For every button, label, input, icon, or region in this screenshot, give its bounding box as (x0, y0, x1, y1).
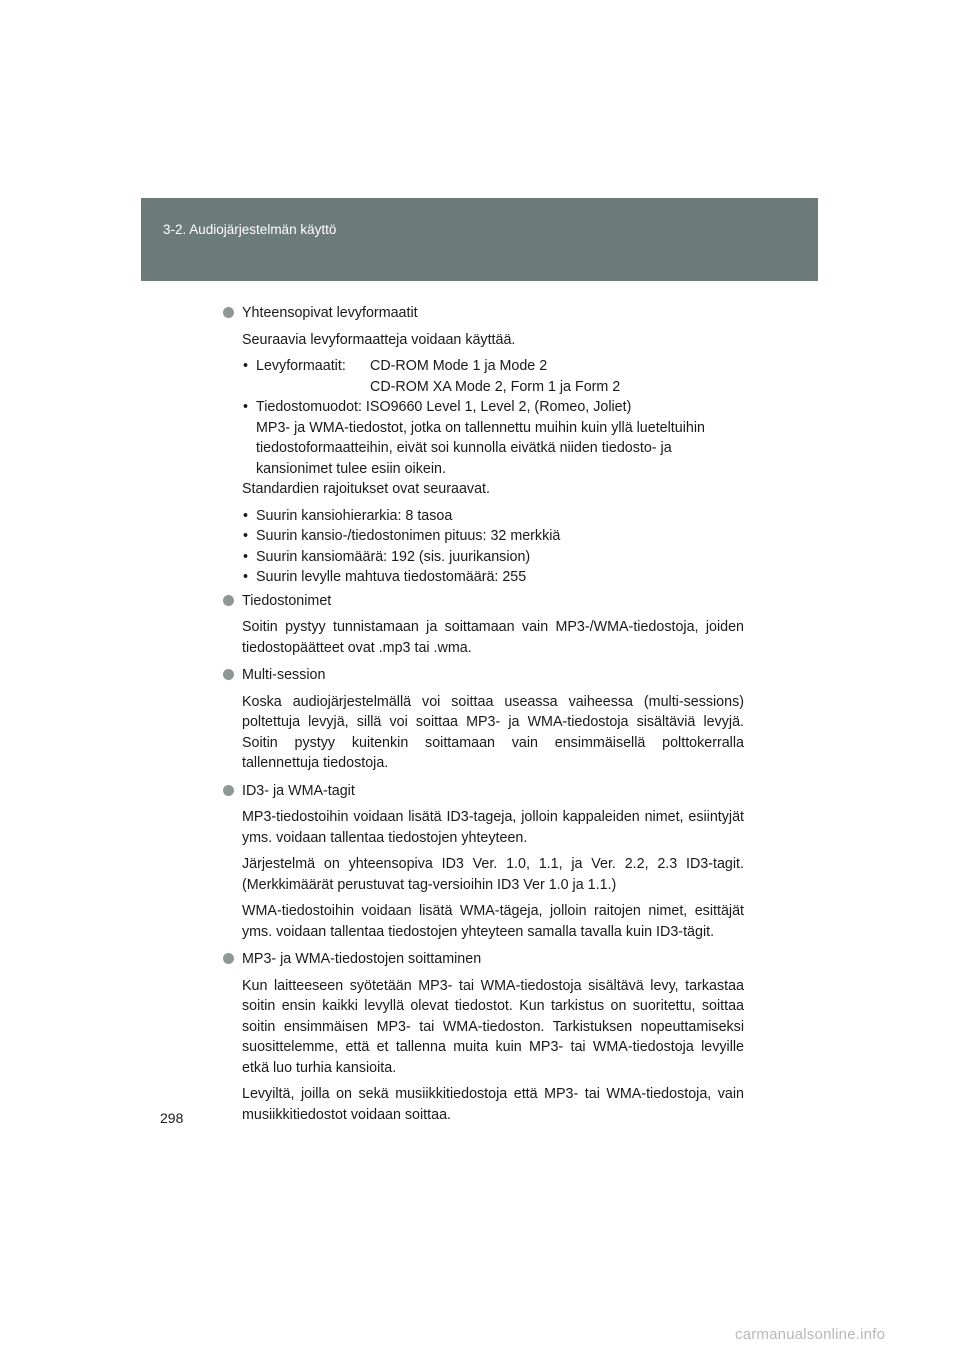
bullet-dot: • (243, 358, 249, 374)
section-heading (222, 303, 744, 324)
section-heading-text: MP3- ja WMA-tiedostojen soittaminen (242, 951, 482, 967)
paragraph: WMA-tiedostoihin voidaan lisätä WMA-tägeja, jolloin raitojen nimet, esittäjät yms. voidaan tallentaa tiedostojen yhteyteen samalla tavalla kuin ID3-tägit. (242, 903, 744, 940)
section-heading (222, 781, 744, 802)
bullet-dot: • (243, 399, 249, 415)
list-item-text: Suurin kansio-/tiedostonimen pituus: 32 merkkiä (256, 528, 561, 544)
list-item-text: Tiedostomuodot: ISO9660 Level 1, Level 2, (Romeo, Joliet) (256, 399, 632, 415)
paragraph: MP3-tiedostoihin voidaan lisätä ID3-tageja, jolloin kappaleiden nimet, esiintyjät yms. voidaan tallentaa tiedostojen yhteyteen. (242, 809, 744, 846)
list-item-label: Levyformaatit: (256, 358, 346, 374)
paragraph: Soitin pystyy tunnistamaan ja soittamaan vain MP3-/WMA-tiedostoja, joiden tiedostopäätteet ovat .mp3 tai .wma. (242, 619, 744, 656)
format-list (222, 356, 744, 479)
paragraph: Seuraavia levyformaatteja voidaan käyttää. (242, 331, 516, 348)
section-heading (222, 665, 744, 686)
list-item (242, 397, 744, 479)
paragraph: Levyiltä, joilla on sekä musiikkitiedostoja että MP3- tai WMA-tiedostoja, vain musiikkitiedostot voidaan soittaa. (242, 1086, 744, 1123)
list-item-text: Suurin kansiomäärä: 192 (sis. juurikansion) (256, 548, 531, 565)
list-item: • Suurin kansiomäärä: 192 (sis. juurikansion) (243, 548, 531, 565)
paragraph: Järjestelmä on yhteensopiva ID3 Ver. 1.0, 1.1, ja Ver. 2.2, 2.3 ID3-tagit. (Merkkimäärät perustuvat tag-versioihin ID3 Ver 1.0 ja 1.1.) (242, 856, 744, 893)
list-item: • Suurin kansiohierarkia: 8 tasoa (243, 507, 453, 524)
round-bullet-icon (223, 785, 234, 796)
section-title: 3-2. Audiojärjestelmän käyttö (163, 222, 337, 237)
paragraph: Koska audiojärjestelmällä voi soittaa useassa vaiheessa (multi-sessions) poltettuja levyjä, sillä voi soittaa MP3- ja WMA-tiedostoja sisältäviä levyjä. Soitin pystyy kuitenkin soittamaan vain ensimmäisellä polttokerralla tallennettuja tiedostoja. (242, 693, 744, 771)
section-heading-text: Yhteensopivat levyformaatit (242, 305, 418, 321)
list-item-text: Suurin levylle mahtuva tiedostomäärä: 255 (256, 569, 527, 585)
list-item: • Suurin levylle mahtuva tiedostomäärä: 255 (243, 569, 527, 585)
section-heading (222, 591, 744, 612)
list-item: • Suurin kansio-/tiedostonimen pituus: 32 merkkiä (243, 528, 561, 544)
paragraph: Standardien rajoitukset ovat seuraavat. (242, 481, 490, 497)
round-bullet-icon (223, 595, 234, 606)
list-item-value: CD-ROM XA Mode 2, Form 1 ja Form 2 (370, 378, 621, 395)
section-heading-text: Multi-session (242, 667, 326, 683)
list-item-text: Suurin kansiohierarkia: 8 tasoa (256, 507, 453, 524)
limits-list (222, 506, 744, 588)
round-bullet-icon (223, 669, 234, 680)
list-item-value: CD-ROM Mode 1 ja Mode 2 (370, 358, 548, 374)
section-heading-text: ID3- ja WMA-tagit (242, 782, 355, 799)
page-content (222, 300, 744, 1125)
list-item-note: MP3- ja WMA-tiedostot, jotka on tallennettu muihin kuin yllä lueteltuihin tiedostoformaatteihin, eivät soi kunnolla eivätkä niiden tiedosto- ja kansionimet tulee esiin oikein. (256, 419, 705, 477)
watermark: carmanualsonline.info (735, 1326, 886, 1343)
round-bullet-icon (223, 307, 234, 318)
paragraph: Kun laitteeseen syötetään MP3- tai WMA-tiedostoja sisältävä levy, tarkastaa soitin ensin kaikki levyllä olevat tiedostot. Kun tarkistus on suoritettu, soittaa soitin ensimmäisen MP3- tai WMA-tiedoston. Tarkistuksen nopeuttamiseksi suosittelemme, että et tallenna muita kuin MP3- tai WMA-tiedostoja levyille etkä luo turhia kansioita. (242, 977, 744, 1076)
section-heading-text: Tiedostonimet (242, 592, 332, 609)
section-heading (222, 949, 744, 970)
list-item (242, 356, 744, 397)
round-bullet-icon (223, 953, 234, 964)
page-number: 298 (160, 1110, 184, 1126)
section-header-band (141, 198, 818, 281)
